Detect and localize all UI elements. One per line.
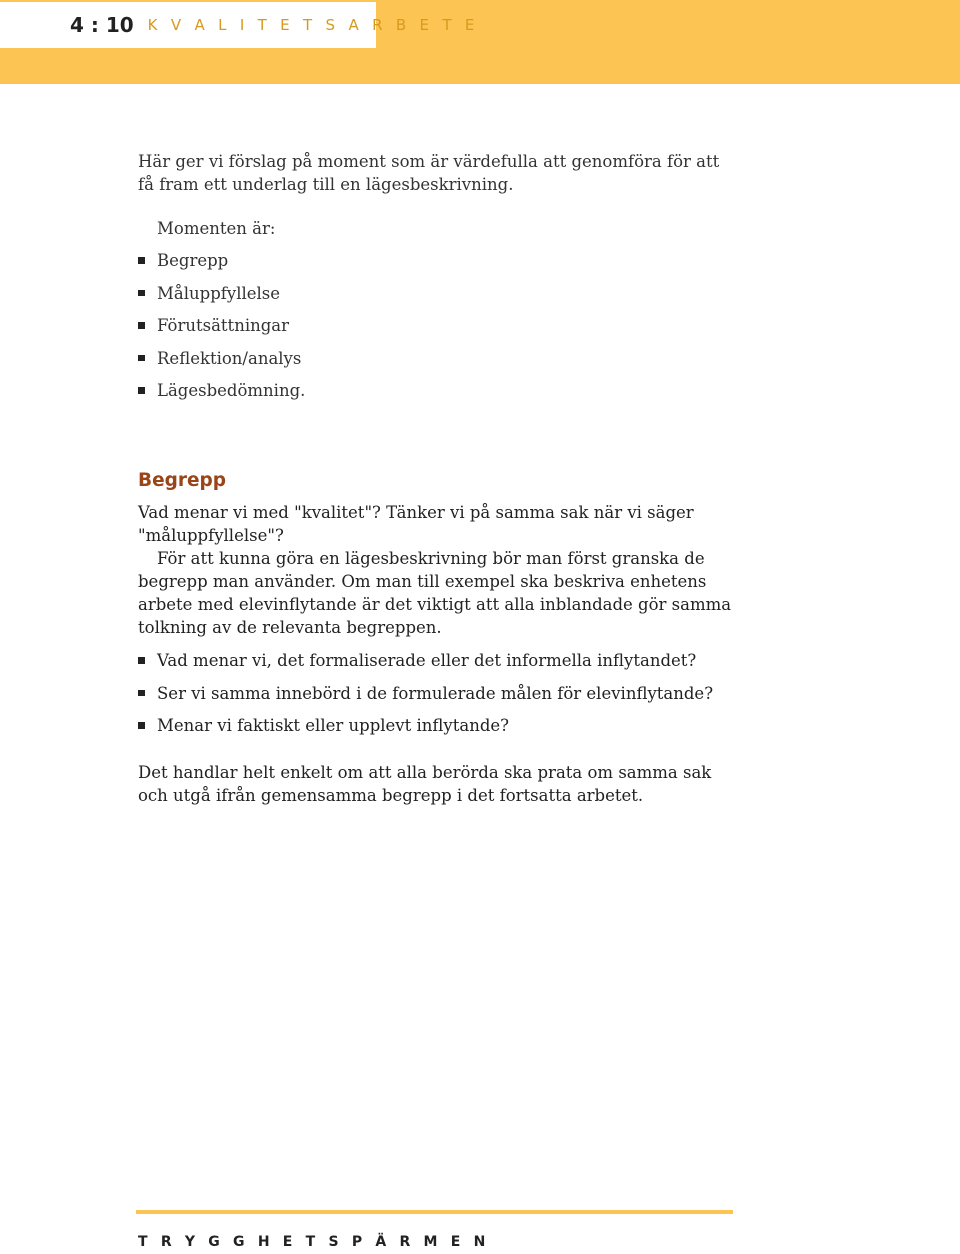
bullet-icon bbox=[138, 290, 145, 297]
bullet-icon bbox=[138, 322, 145, 329]
moments-label: Momenten är: bbox=[157, 219, 276, 238]
bullet-icon bbox=[138, 387, 145, 394]
page-number: 4 : 10 bbox=[70, 13, 134, 37]
section-title: K V A L I T E T S A R B E T E bbox=[147, 16, 479, 34]
list-item bbox=[138, 379, 738, 402]
header-label-box bbox=[0, 2, 479, 48]
moments-list bbox=[138, 249, 738, 402]
bullet-icon bbox=[138, 657, 145, 664]
bullet-icon bbox=[138, 722, 145, 729]
list-item-label: Vad menar vi, det formaliserade eller det informella inflytandet? bbox=[157, 651, 697, 670]
list-item bbox=[138, 682, 738, 705]
list-item-label: Måluppfyllelse bbox=[157, 283, 281, 303]
list-item bbox=[138, 649, 738, 672]
list-item-label: Menar vi faktiskt eller upplevt inflytande? bbox=[157, 716, 509, 735]
list-item bbox=[138, 282, 738, 305]
list-item bbox=[138, 714, 738, 737]
list-item-label: Förutsättningar bbox=[157, 316, 290, 335]
list-item bbox=[138, 249, 738, 272]
list-item-label: Begrepp bbox=[157, 251, 229, 270]
footer-title: T R Y G G H E T S P Ä R M E N bbox=[138, 1234, 490, 1250]
header-band bbox=[0, 0, 960, 84]
bullet-icon bbox=[138, 690, 145, 697]
footer-divider bbox=[136, 1210, 733, 1214]
questions-list bbox=[138, 649, 738, 737]
begrepp-paragraph: För att kunna göra en lägesbeskrivning bör man först granska de begrepp man använder. Om man till exempel ska beskriva enhetens arbete med elevinflytande är det viktigt att alla inblandade gör samma tolkning av de relevanta begreppen. bbox=[138, 549, 732, 637]
section-heading: Begrepp bbox=[138, 470, 227, 491]
conclusion-paragraph: Det handlar helt enkelt om att alla berörda ska prata om samma sak och utgå ifrån gemensamma begrepp i det fortsatta arbetet. bbox=[138, 763, 712, 805]
list-item-label: Ser vi samma innebörd i de formulerade målen för elevinflytande? bbox=[157, 683, 714, 703]
intro-paragraph: Här ger vi förslag på moment som är värdefulla att genomföra för att få fram ett underlag till en lägesbeskrivning. bbox=[138, 152, 720, 194]
list-item-label: Lägesbedömning. bbox=[157, 381, 306, 400]
list-item-label: Reflektion/analys bbox=[157, 348, 302, 368]
list-item bbox=[138, 347, 738, 370]
bullet-icon bbox=[138, 257, 145, 264]
list-item bbox=[138, 314, 738, 337]
begrepp-question-paragraph: Vad menar vi med "kvalitet"? Tänker vi på samma sak när vi säger "måluppfyllelse"? bbox=[138, 503, 694, 545]
bullet-icon bbox=[138, 355, 145, 362]
main-content bbox=[138, 150, 738, 807]
